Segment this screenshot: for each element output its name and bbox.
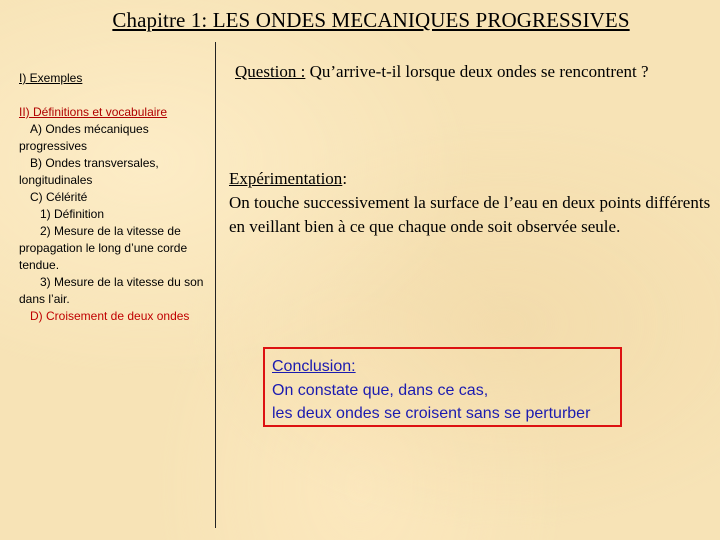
page-title: Chapitre 1: LES ONDES MECANIQUES PROGRESSIVES — [112, 8, 630, 32]
outline-section-definitions — [19, 104, 215, 325]
outline-item-c: C) Célérité — [30, 190, 88, 204]
conclusion-box — [263, 347, 622, 427]
outline-item-a: A) Ondes mécaniques progressives — [19, 122, 149, 153]
experimentation-block — [229, 167, 719, 239]
conclusion-line-2: les deux ondes se croisent sans se perturber — [272, 405, 591, 422]
outline-item-d: D) Croisement de deux ondes — [30, 309, 190, 323]
question-text: Qu’arrive-t-il lorsque deux ondes se rencontrent ? — [305, 62, 649, 81]
conclusion-line-1: On constate que, dans ce cas, — [272, 381, 489, 399]
experimentation-colon: : — [342, 169, 348, 188]
outline-item-c1: 1) Définition — [40, 207, 105, 221]
experimentation-label: Expérimentation — [229, 169, 343, 188]
vertical-divider — [215, 42, 216, 528]
conclusion-label: Conclusion: — [272, 358, 356, 375]
question-block — [235, 60, 655, 84]
outline-item-c3: 3) Mesure de la vitesse du son dans l’air. — [19, 275, 204, 306]
question-label: Question : — [235, 62, 306, 81]
outline-section-examples: I) Exemples — [19, 71, 83, 85]
outline-item-b: B) Ondes transversales, longitudinales — [19, 156, 159, 187]
outline-item-c2: 2) Mesure de la vitesse de propagation le long d’une corde tendue. — [19, 224, 188, 272]
experimentation-text: On touche successivement la surface de l’eau en deux points différents en veillant bien à ce que chaque onde soit observée seule. — [229, 193, 711, 236]
outline-heading-definitions: II) Définitions et vocabulaire — [19, 105, 168, 119]
